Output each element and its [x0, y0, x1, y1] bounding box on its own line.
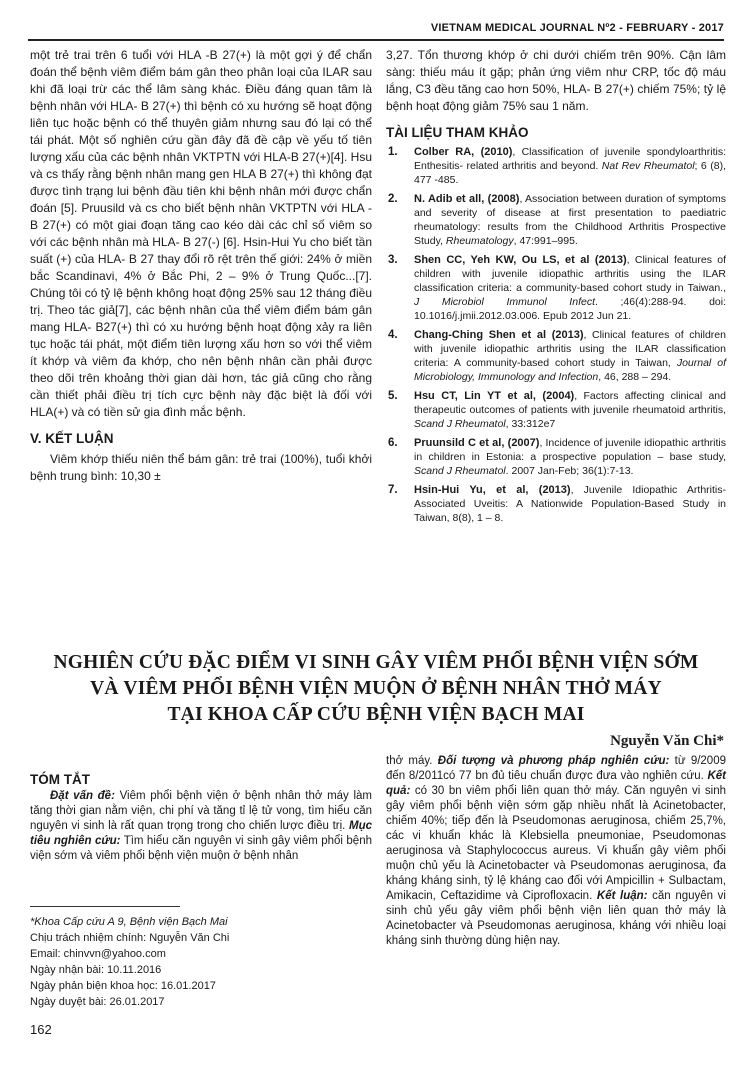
title-line-1: NGHIÊN CỨU ĐẶC ĐIỂM VI SINH GÂY VIÊM PHỔI BỆNH VIỆN SỚM	[53, 652, 699, 673]
header-rule	[28, 39, 724, 41]
reference-text: , Classification of juvenile spondyloarthritis: Enthesitis- related arthritis and beyond.	[414, 146, 726, 172]
reference-details: , 46, 288 – 294.	[598, 371, 672, 383]
footnote-email: Email: chinvvn@yahoo.com	[30, 948, 166, 960]
reference-text: , Association between duration of symptoms and severity of disease at first presentation to paediatric rheumatology: results from the Childhood Arthritis Prospective Study,	[414, 193, 727, 247]
reference-details: , 47:991–995.	[513, 235, 578, 247]
top-right-column	[386, 47, 726, 530]
reference-text: , Factors affecting clinical and therapeutic outcomes of patients with juvenile rheumatoid arthritis,	[414, 390, 726, 416]
footnote-rule	[30, 906, 180, 907]
reference-number: 6.	[388, 437, 398, 449]
background-text: Viêm phổi bệnh viện ở bệnh nhân thở máy làm tăng thời gian nằm viện, chi phí và tăng tỉ lệ tử vong, tìm hiểu căn nguyên vi sinh là rất quan trọng trong cho chiến lược điều trị.	[30, 790, 372, 832]
reference-authors: Hsu CT, Lin YT et al, (2004)	[414, 390, 575, 402]
article-author: Nguyễn Văn Chi*	[610, 733, 724, 749]
reference-text: , Juvenile Idiopathic Arthritis-Associated Uveitis: A Nationwide Population-Based Study in Taiwan, 8(8), 1 – 8.	[414, 484, 726, 524]
top-left-column	[30, 47, 372, 485]
reference-details: ; 6 (8), 477 -485.	[414, 160, 726, 186]
reference-journal: Nat Rev Rheumatol	[601, 160, 695, 172]
reference-journal: Scand J Rheumatol	[414, 465, 506, 477]
reference-details: . ;46(4):288-94. doi: 10.1016/j.jmii.2012.03.006. Epub 2012 Jun 21.	[414, 296, 726, 322]
reference-list	[386, 145, 726, 525]
abstract-conclusion-text: căn nguyên vi sinh chủ yếu gây viêm phổi bệnh viện liên quan thở máy là Acinetobacter và Pseudomonas aeruginosa, kháng với nhiều loại kháng sinh thường dùng hiện nay.	[386, 890, 726, 947]
methods-text: từ 9/2009 đến 8/2011có 77 bn đủ tiêu chuẩn được đưa vào nghiên cứu.	[386, 755, 726, 782]
reference-authors: N. Adib et all, (2008)	[414, 193, 520, 205]
reference-number: 7.	[388, 484, 398, 496]
footnotes	[30, 914, 372, 1010]
reference-number: 2.	[388, 193, 398, 205]
reference-text: , Clinical features of children with juvenile idiopathic arthritis using the ILAR classification criteria: a community-based cohort study in Taiwan.,	[414, 254, 726, 294]
reference-item	[386, 436, 726, 478]
objective-text: Tìm hiểu căn nguyên vi sinh gây viêm phổi bệnh viện sớm và viêm phổi bệnh viện muộn ở bệnh nhân	[30, 835, 372, 862]
results-text: có 30 bn viêm phổi liên quan thở máy. Căn nguyên vi sinh gây viêm phổi bệnh viện sớm gặp nhiều nhất là Acinetobacter, chiếm 40%; tiếp đến là Pseudomonas aeruginosa, chiếm 25,7%, các vi khuẩn khác là Klebsiella pneumoniae, Pseudomonas aeruginosa và Staphylococcus aureus. Vi khuẩn gây viêm phổi muộn chủ yếu là Acinetobacter và Pseudomonas aeruginosa, đa kháng kháng sinh, tỷ lệ kháng cao đối với Ampicillin + Sulbactam, Amikacin, Ceftazidime và Ciprofloxacin.	[386, 785, 726, 902]
title-line-3: TẠI KHOA CẤP CỨU BỆNH VIỆN BẠCH MAI	[167, 704, 585, 725]
reference-authors: Shen CC, Yeh KW, Ou LS, et al (2013)	[414, 254, 627, 266]
conclusion-text: Viêm khớp thiếu niên thể bám gân: trẻ trai (100%), tuổi khởi bệnh trung bình: 10,30 ±	[30, 452, 372, 483]
reference-item	[386, 483, 726, 525]
objective-label: Mục tiêu nghiên cứu:	[30, 820, 372, 847]
abstract-left-column	[30, 772, 372, 864]
reference-details: , 33:312e7	[505, 418, 556, 430]
journal-header: VIETNAM MEDICAL JOURNAL Nº2 - FEBRUARY - 2017	[430, 22, 724, 34]
reference-item	[386, 328, 726, 384]
results-label: Kết quả:	[386, 770, 726, 797]
reference-item	[386, 253, 726, 323]
abstract-continuation	[386, 754, 726, 949]
footnote-reviewed: Ngày phản biện khoa học: 16.01.2017	[30, 980, 216, 992]
footnote-responsible: Chịu trách nhiệm chính: Nguyễn Văn Chi	[30, 932, 230, 944]
reference-item	[386, 389, 726, 431]
conclusion-heading: V. KẾT LUẬN	[30, 431, 114, 446]
abstract-right-column	[386, 754, 726, 949]
background-label: Đặt vấn đề:	[50, 790, 115, 802]
reference-text: , Incidence of juvenile idiopathic arthritis in children in Estonia: a prospective population – base study,	[414, 437, 726, 463]
reference-authors: Chang-Ching Shen et al (2013)	[414, 329, 584, 341]
abstract-heading: TÓM TẮT	[30, 772, 90, 787]
reference-authors: Pruunsild C et al, (2007)	[414, 437, 540, 449]
reference-authors: Hsin-Hui Yu, et al, (2013)	[414, 484, 571, 496]
title-line-2: VÀ VIÊM PHỔI BỆNH VIỆN MUỘN Ở BỆNH NHÂN THỞ MÁY	[90, 678, 662, 699]
reference-authors: Colber RA, (2010)	[414, 146, 513, 158]
reference-number: 4.	[388, 329, 398, 341]
reference-item	[386, 145, 726, 187]
page-number: 162	[30, 1022, 52, 1037]
abstract-conclusion-label: Kết luận:	[596, 890, 648, 902]
reference-journal: Scand J Rheumatol	[414, 418, 506, 430]
footnote-affiliation: *Khoa Cấp cứu A 9, Bệnh viện Bạch Mai	[30, 916, 228, 928]
abstract-background	[30, 789, 372, 864]
reference-journal: Journal of Microbiology, Immunology and Infection	[414, 357, 726, 383]
reference-number: 3.	[388, 254, 398, 266]
references-heading: TÀI LIỆU THAM KHẢO	[386, 125, 529, 140]
reference-journal: Rheumatology	[445, 235, 514, 247]
methods-label: Đối tượng và phương pháp nghiên cứu:	[437, 755, 670, 767]
footnote-received: Ngày nhận bài: 10.11.2016	[30, 964, 162, 976]
conclusion-continuation: 3,27. Tổn thương khớp ở chi dưới chiếm trên 90%. Cận lâm sàng: thiếu máu ít gặp; phản ứng viêm như CRP, tốc độ máu lắng, C3 đều tăng cao hơn 50%, HLA- B 27(+) chiếm 75%; tỷ lệ bệnh hoạt động giảm 75% sau 1 năm.	[386, 48, 726, 113]
reference-number: 5.	[388, 390, 398, 402]
reference-details: . 2007 Jan-Feb; 36(1):7-13.	[505, 465, 634, 477]
reference-number: 1.	[388, 146, 398, 158]
reference-item	[386, 192, 726, 248]
abstract-right-start: thở máy.	[386, 755, 438, 767]
discussion-paragraph: một trẻ trai trên 6 tuổi với HLA -B 27(+) là một gợi ý để chẩn đoán thể bệnh viêm điểm bám gân theo phân loại của ILAR sau khi đã loại trừ các thể lâm sàng khác. Điều đáng quan tâm là bệnh nhân với HLA- B 27(+) thì bệnh có xu hướng sẽ hoạt động liên tục hoặc bệnh có thể thuyên giảm nhưng sau đó lại có thể tái phát. Một số nghiên cứu gần đây đã đề cập về yếu tố tiên lượng xấu của các bệnh nhân VKTPTN với HLA-B 27(+)[4]. Hsu và cs thấy rằng bệnh nhân mang gen HLA B 27(+) thì không đạt được tình trạng lui bệnh đầu tiên khi bệnh nhân mới được chẩn đoán [5]. Pruusild và cs cho biết bệnh nhân VKTPTN với HLA - B 27(+) có một giai đoạn tăng cao kéo dài các chỉ số viêm so với các bệnh nhân mà HLA- B 27(-) [6]. Hsin-Hui Yu cho biết tần suất (+) của HLA- B 27 thay đổi rõ rệt trên thế giới: 24% ở miền bắc Scandinavi, 4% ở Bắc Phi, 2 – 9% ở Trung Quốc...[7]. Chúng tôi có tỷ lệ bệnh không hoạt động 25% sau 12 tháng điều trị. Theo tác giả[7], các bệnh nhân của thể viêm điểm bám gân mang HLA- B27(+) thì có xu hướng bệnh hoạt động xảy ra liên tục hoặc tái phát, một điểm tiên lượng xấu hơn so với thể viêm ít khớp và viêm đa khớp, cho nên bệnh nhân cần phải được theo dõi trên khoảng thời gian dài hơn, tác giả cũng cho rằng cần thiết phải điều trị tích cực bệnh này đặc biệt là đối với HLA(+) và có tiền sử gia đình mắc bệnh.	[30, 48, 372, 419]
reference-text: , Clinical features of children with juvenile idiopathic arthritis using the ILAR classification criteria: A community-based cohort study in Taiwan,	[414, 329, 726, 369]
reference-journal: J Microbiol Immunol Infect	[414, 296, 595, 308]
footnote-accepted: Ngày duyệt bài: 26.01.2017	[30, 996, 165, 1008]
article-title	[40, 650, 712, 728]
